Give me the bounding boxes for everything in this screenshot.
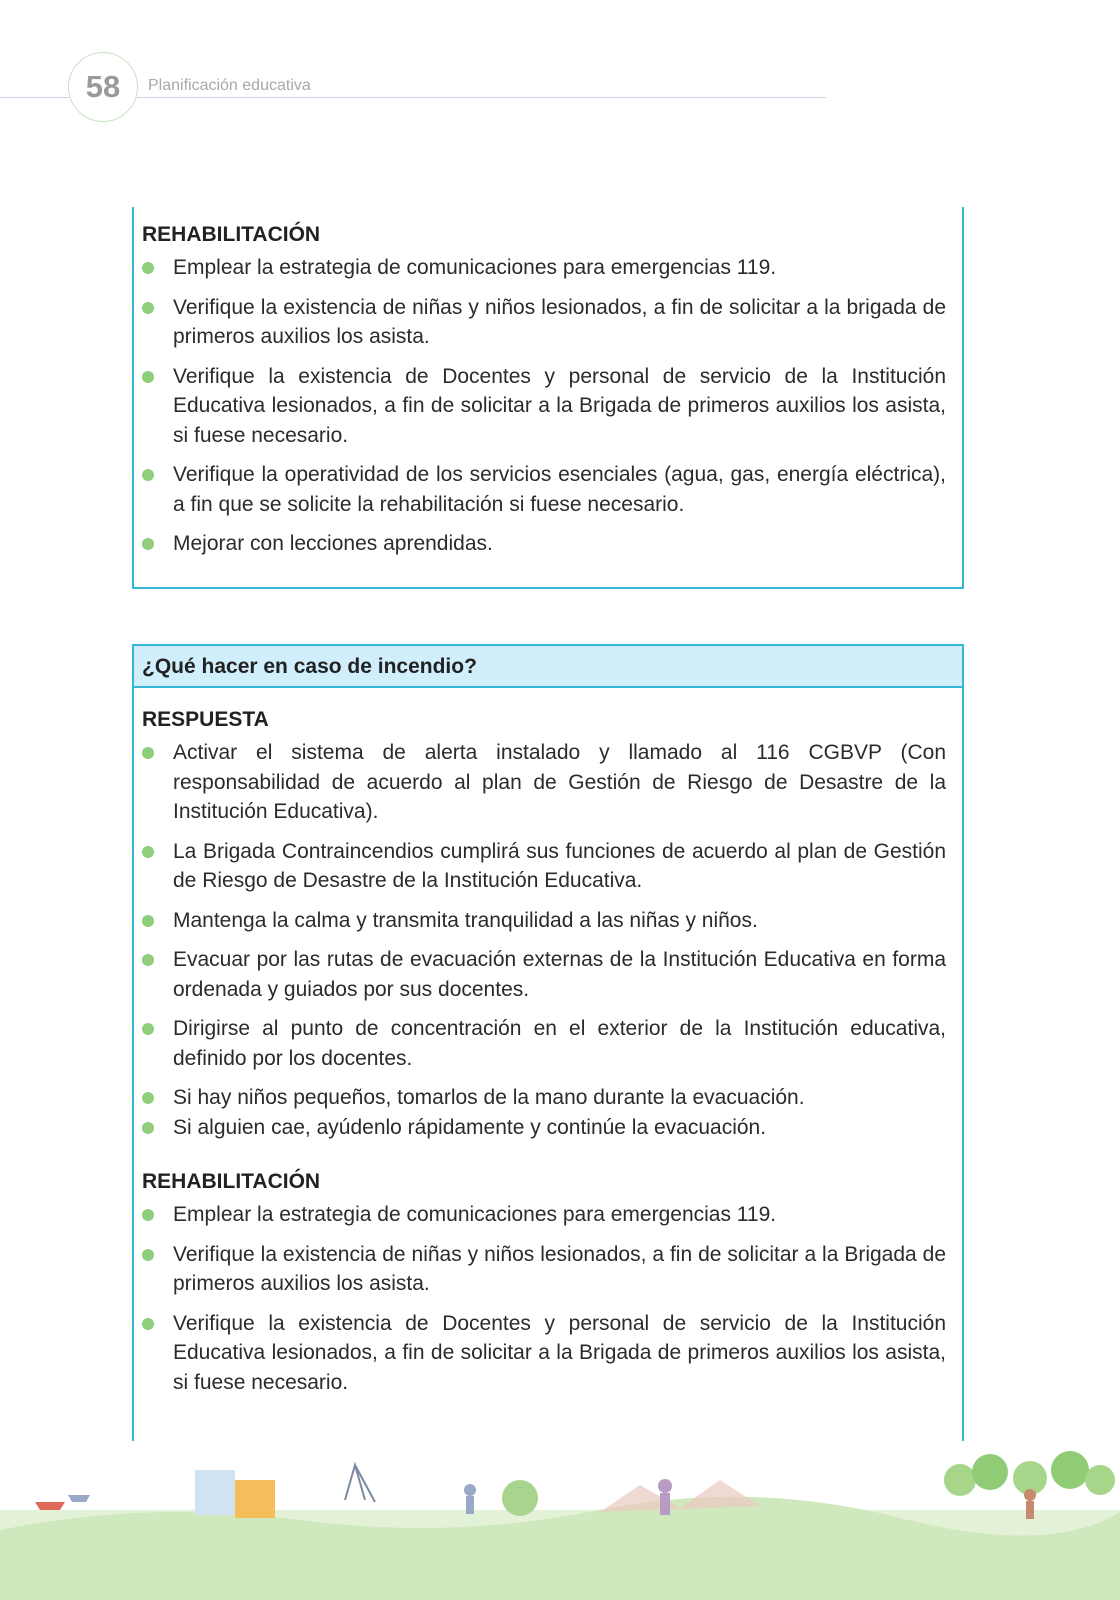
- list-item: Mejorar con lecciones aprendidas.: [142, 529, 946, 559]
- list-item: Verifique la existencia de Docentes y personal de servicio de la Institución Educativa lesionados, a fin de solicitar a la Brigada de primeros auxilios los asista, si fuese necesario.: [142, 362, 946, 451]
- section-title-rehabilitation: REHABILITACIÓN: [142, 1170, 321, 1193]
- person-shape: [1024, 1489, 1036, 1501]
- list-item: Mantenga la calma y transmita tranquilidad a las niñas y niños.: [142, 906, 946, 936]
- bullet-icon: [142, 302, 154, 314]
- list-item: Verifique la operatividad de los servicios esenciales (agua, gas, energía eléctrica), a fin que se solicite la rehabilitación si fuese necesario.: [142, 460, 946, 519]
- bullet-icon: [142, 538, 154, 550]
- bullet-icon: [142, 1318, 154, 1330]
- school-building-shape: [235, 1480, 275, 1518]
- tree-shape: [944, 1464, 976, 1496]
- fire-box-heading: ¿Qué hacer en caso de incendio?: [134, 646, 962, 688]
- section-title-rehabilitation: REHABILITACIÓN: [142, 223, 321, 246]
- bullet-icon: [142, 469, 154, 481]
- bullet-icon: [142, 954, 154, 966]
- bullet-icon: [142, 1023, 154, 1035]
- list-item: Verifique la existencia de Docentes y personal de servicio de la Institución Educativa lesionados, a fin de solicitar a la Brigada de primeros auxilios los asista, si fuese necesario.: [142, 1309, 946, 1398]
- boat-shape: [68, 1495, 90, 1502]
- list-item: Si hay niños pequeños, tomarlos de la mano durante la evacuación.: [142, 1083, 946, 1113]
- list-item: Dirigirse al punto de concentración en el exterior de la Institución educativa, definido por los docentes.: [142, 1014, 946, 1073]
- list-item: Verifique la existencia de niñas y niños lesionados, a fin de solicitar a la brigada de primeros auxilios los asista.: [142, 293, 946, 352]
- list-item: Evacuar por las rutas de evacuación externas de la Institución Educativa en forma ordenada y guiados por sus docentes.: [142, 945, 946, 1004]
- rehabilitation-box: [132, 207, 964, 589]
- bullet-icon: [142, 262, 154, 274]
- footer-illustration: [0, 1440, 1120, 1600]
- bullet-icon: [142, 1122, 154, 1134]
- list-item: Si alguien cae, ayúdenlo rápidamente y continúe la evacuación.: [142, 1113, 946, 1143]
- tree-shape: [972, 1454, 1008, 1490]
- bullet-icon: [142, 747, 154, 759]
- response-list: [142, 738, 946, 1142]
- bullet-icon: [142, 915, 154, 927]
- section-title-response: RESPUESTA: [142, 708, 269, 731]
- person-shape: [660, 1493, 670, 1515]
- page-number: 58: [68, 52, 138, 122]
- bullet-icon: [142, 1092, 154, 1104]
- running-title: Planificación educativa: [148, 77, 311, 94]
- rehabilitation-list: [142, 253, 946, 559]
- swing-shape: [345, 1465, 375, 1502]
- list-item: Verifique la existencia de niñas y niños lesionados, a fin de solicitar a la Brigada de primeros auxilios los asista.: [142, 1240, 946, 1299]
- building-shape: [195, 1470, 235, 1515]
- boat-shape: [35, 1502, 65, 1510]
- list-item: Emplear la estrategia de comunicaciones para emergencias 119.: [142, 253, 946, 283]
- list-item: La Brigada Contraincendios cumplirá sus funciones de acuerdo al plan de Gestión de Riesgo de Desastre de la Institución Educativa.: [142, 837, 946, 896]
- person-shape: [466, 1496, 474, 1514]
- bullet-icon: [142, 1249, 154, 1261]
- list-item: Activar el sistema de alerta instalado y llamado al 116 CGBVP (Con responsabilidad de acuerdo al plan de Gestión de Riesgo de Desastre de la Institución Educativa).: [142, 738, 946, 827]
- person-shape: [464, 1484, 476, 1496]
- bullet-icon: [142, 371, 154, 383]
- tree-shape: [1085, 1465, 1115, 1495]
- rehabilitation-list: [142, 1200, 946, 1397]
- bullet-icon: [142, 1209, 154, 1221]
- bullet-icon: [142, 846, 154, 858]
- bush-shape: [502, 1480, 538, 1516]
- tree-shape: [1051, 1451, 1089, 1489]
- person-shape: [658, 1479, 672, 1493]
- fire-box: [132, 644, 964, 1441]
- list-item: Emplear la estrategia de comunicaciones para emergencias 119.: [142, 1200, 946, 1230]
- person-shape: [1026, 1501, 1034, 1519]
